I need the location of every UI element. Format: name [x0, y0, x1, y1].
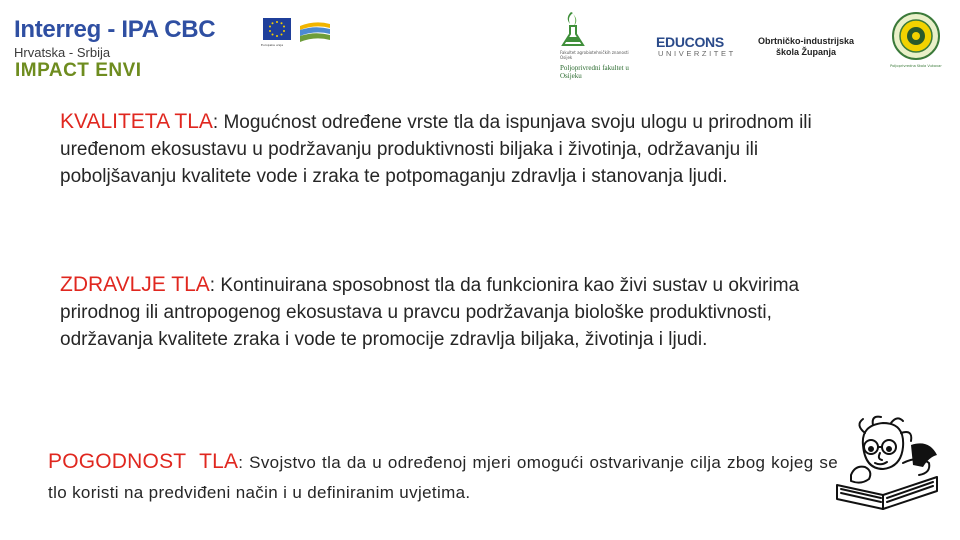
reading-cartoon-icon: [833, 415, 943, 510]
project-name: IMPACT ENVI: [15, 60, 142, 81]
seal-logo: [885, 12, 947, 84]
educons-name: EDUCONS: [656, 34, 724, 50]
seal-caption: Poljoprivredna škola Vukovar: [890, 64, 942, 68]
interreg-logo: [14, 16, 324, 82]
term-soil-health: ZDRAVLJE TLA: [60, 273, 210, 296]
faculty-name: Poljoprivredni fakultet u Osijeku: [560, 64, 629, 80]
term-soil-suitability: POGODNOST TLA: [48, 450, 239, 473]
school-seal-icon: [892, 12, 940, 60]
school-logo: [758, 36, 858, 60]
educons-logo: [656, 34, 746, 64]
definition-text: : Kontinuirana sposobnost tla da funkcionira kao živi sustav u okvirima prirodnog ili antropogenog ekosustava u pravcu podržavanja biološke produktivnosti, održavanja kvalitete zraka i vode te promocije zdravlja biljaka, životinja i ljudi.: [60, 275, 800, 350]
eu-flag-icon: [263, 18, 291, 40]
definition-text: : Mogućnost određene vrste tla da ispunjava svoju ulogu u prirodnom ili uređenom ekosustavu u podržavanju produktivnosti biljaka i životinja, održavanju ili poboljšavanju kvalitete vode i zraka te potpomaganju zdravlja i stanovanja ljudi.: [60, 112, 812, 187]
school-name-line1: Obrtničko-industrijska: [758, 36, 855, 46]
definition-soil-quality: [60, 108, 830, 190]
interreg-region: Hrvatska - Srbija: [14, 45, 111, 60]
ipa-emblem-icon: [300, 18, 330, 46]
faculty-small-text: Fakultet agrobiotehničkih znanosti Osijek: [560, 50, 629, 60]
faculty-flask-icon: [561, 10, 585, 48]
faculty-logo: [555, 10, 629, 90]
educons-subtitle: UNIVERZITET: [658, 49, 736, 58]
school-name-line2: škola Županja: [776, 47, 837, 57]
definition-text: : Svojstvo tla da u određenoj mjeri omogući ostvarivanje cilja zbog kojeg se tlo koristi na predviđeni način i u definiranim uvjetima.: [48, 453, 839, 502]
definition-soil-health: [60, 271, 830, 353]
interreg-brand: Interreg - IPA CBC: [14, 16, 216, 43]
eu-caption: Europska unija: [261, 43, 284, 47]
term-soil-quality: KVALITETA TLA: [60, 110, 213, 133]
definition-soil-suitability: [48, 447, 838, 508]
